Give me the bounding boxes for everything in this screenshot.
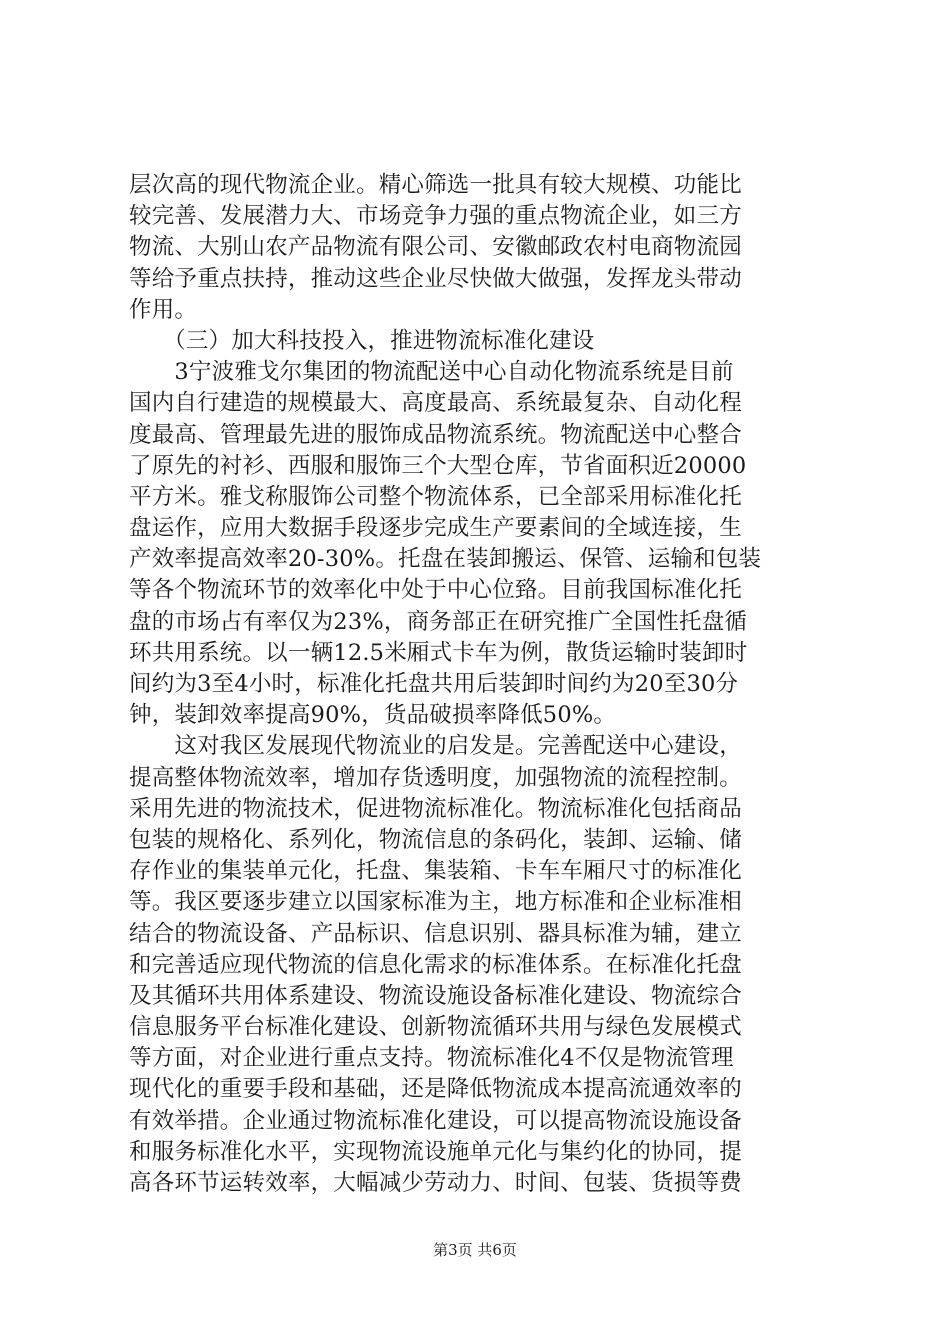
page-footer: 第3页 共6页 xyxy=(433,1241,517,1259)
text-line: 信息服务平台标准化建设、创新物流循环共用与绿色发展模式 xyxy=(129,1014,742,1041)
text-line: 物流、大别山农产品物流有限公司、安徽邮政农村电商物流园 xyxy=(129,234,742,261)
text-line: 平方米。雅戈称服饰公司整个物流体系，已全部采用标准化托 xyxy=(129,483,742,510)
text-line: 采用先进的物流技术，促进物流标准化。物流标准化包括商品 xyxy=(129,795,742,822)
text-line: 等各个物流环节的效率化中处于中心位臵。目前我国标准化托 xyxy=(129,577,742,604)
text-line: 3宁波雅戈尔集团的物流配送中心自动化物流系统是目前 xyxy=(129,359,734,386)
text-line: 等。我区要逐步建立以国家标准为主，地方标准和企业标准相 xyxy=(129,889,742,916)
text-line: 间约为3至4小时，标准化托盘共用后装卸时间约为20至30分 xyxy=(129,671,739,697)
text-line: 层次高的现代物流企业。精心筛选一批具有较大规模、功能比 xyxy=(129,172,742,198)
text-line: 提高整体物流效率，增加存货透明度，加强物流的流程控制。 xyxy=(129,764,742,791)
text-line: 等方面，对企业进行重点支持。物流标准化4不仅是物流管理 xyxy=(129,1045,734,1072)
text-line: 环共用系统。以一辆12.5米厢式卡车为例，散货运输时装卸时 xyxy=(129,639,748,666)
text-line: 国内自行建造的规模最大、高度最高、系统最复杂、自动化程 xyxy=(129,390,742,417)
section-heading: （三）加大科技投入，推进物流标准化建设 xyxy=(129,327,595,354)
text-line: 和完善适应现代物流的信息化需求的标准体系。在标准化托盘 xyxy=(129,951,742,978)
text-line: 钟，装卸效率提高90%，货品破损率降低50%。 xyxy=(129,702,617,729)
text-line: 包装的规格化、系列化，物流信息的条码化，装卸、运输、储 xyxy=(129,826,742,853)
text-line: 及其循环共用体系建设、物流设施设备标准化建设、物流综合 xyxy=(129,982,742,1009)
text-line: 存作业的集装单元化，托盘、集装箱、卡车车厢尺寸的标准化 xyxy=(129,858,742,885)
text-line: 产效率提高效率20-30%。托盘在装卸搬运、保管、运输和包装 xyxy=(129,546,762,573)
text-line: 度最高、管理最先进的服饰成品物流系统。物流配送中心整合 xyxy=(129,421,742,448)
text-line: 有效举措。企业通过物流标准化建设，可以提高物流设施设备 xyxy=(129,1107,742,1134)
text-line: 了原先的衬衫、西服和服饰三个大型仓库，节省面积近20000 xyxy=(129,452,747,479)
text-line: 现代化的重要手段和基础，还是降低物流成本提高流通效率的 xyxy=(129,1076,742,1103)
text-line: 盘运作，应用大数据手段逐步完成生产要素间的全域连接，生 xyxy=(129,515,742,542)
text-line: 结合的物流设备、产品标识、信息识别、器具标准为辅，建立 xyxy=(129,920,742,947)
text-line: 等给予重点扶持，推动这些企业尽快做大做强，发挥龙头带动 xyxy=(129,265,742,292)
text-line: 作用。 xyxy=(129,296,198,323)
text-line: 和服务标准化水平，实现物流设施单元化与集约化的协同，提 xyxy=(129,1138,742,1165)
text-line: 这对我区发展现代物流业的启发是。完善配送中心建设， xyxy=(129,733,742,760)
text-line: 盘的市场占有率仅为23%，商务部正在研究推广全国性托盘循 xyxy=(129,608,748,635)
text-line: 较完善、发展潜力大、市场竞争力强的重点物流企业，如三方 xyxy=(129,203,742,230)
body-text xyxy=(129,170,829,1199)
text-line: 高各环节运转效率，大幅减少劳动力、时间、包装、货损等费 xyxy=(129,1170,742,1196)
